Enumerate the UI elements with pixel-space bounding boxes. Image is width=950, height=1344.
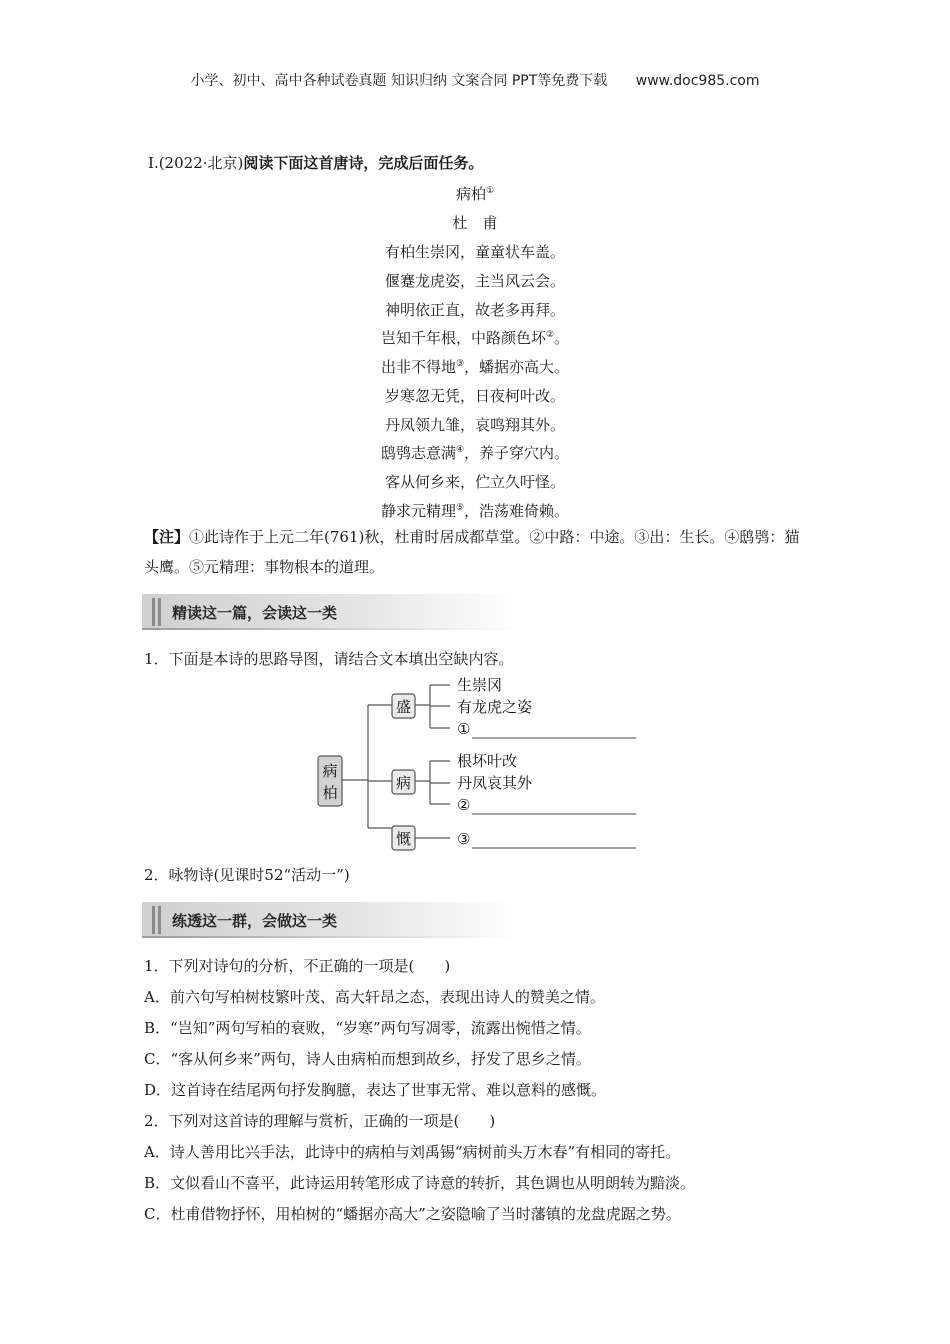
header-text: 小学、初中、高中各种试卷真题 知识归纳 文案合同 PPT等免费下载 bbox=[190, 73, 608, 89]
root-label: 柏 bbox=[322, 784, 338, 802]
task-2: 2．咏物诗(见课时52“活动一”) bbox=[144, 866, 350, 884]
branch-label: 慨 bbox=[395, 830, 412, 848]
poem-line: 岂知千年根，中路颜色坏②。 bbox=[380, 329, 570, 347]
poem-line: 静求元精理⑤，浩荡难倚赖。 bbox=[380, 502, 570, 520]
poem-notes bbox=[144, 522, 814, 582]
leaf: 生崇冈 bbox=[457, 676, 503, 694]
poem-line: 出非不得地③，蟠据亦高大。 bbox=[380, 358, 570, 376]
leaf-blank: ② bbox=[457, 796, 471, 814]
option[interactable]: C．杜甫借物抒怀，用柏树的“蟠据亦高大”之姿隐喻了当时藩镇的龙盘虎踞之势。 bbox=[144, 1205, 681, 1223]
option[interactable]: C．“客从何乡来”两句，诗人由病柏而想到故乡，抒发了思乡之情。 bbox=[144, 1050, 591, 1068]
option[interactable]: A．前六句写柏树枝繁叶茂、高大轩昂之态，表现出诗人的赞美之情。 bbox=[144, 988, 605, 1006]
poem-line: 丹凤领九雏，哀鸣翔其外。 bbox=[384, 416, 565, 434]
poem-line: 有柏生崇冈，童童状车盖。 bbox=[384, 243, 565, 261]
question-instruction: 阅读下面这首唐诗，完成后面任务。 bbox=[243, 154, 484, 172]
leaf: 根坏叶改 bbox=[457, 752, 518, 770]
footnote-mark: ③ bbox=[455, 359, 465, 369]
poem-line: 偃蹇龙虎姿，主当风云会。 bbox=[384, 272, 565, 290]
footnote-mark: ④ bbox=[455, 445, 465, 455]
option[interactable]: D．这首诗在结尾两句抒发胸臆，表达了世事无常、难以意料的感慨。 bbox=[144, 1081, 607, 1099]
question-intro bbox=[148, 152, 483, 173]
leaf-blank: ① bbox=[457, 720, 471, 738]
page-header bbox=[0, 70, 950, 90]
task-1: 1．下面是本诗的思路导图，请结合文本填出空缺内容。 bbox=[144, 650, 514, 668]
leaf: 丹凤哀其外 bbox=[457, 774, 533, 792]
leaf-blank: ③ bbox=[457, 830, 471, 848]
root-label: 病 bbox=[322, 762, 338, 780]
branch-label: 病 bbox=[395, 774, 412, 792]
mind-map bbox=[300, 672, 650, 854]
option[interactable]: B．文似看山不喜平，此诗运用转笔形成了诗意的转折，其色调也从明朗转为黯淡。 bbox=[144, 1174, 696, 1192]
poem-author: 杜 甫 bbox=[452, 214, 498, 232]
question-source: .(2022·北京) bbox=[153, 154, 244, 172]
option[interactable]: B．“岂知”两句写柏的衰败，“岁寒”两句写凋零，流露出惋惜之情。 bbox=[144, 1019, 591, 1037]
section-title: 精读这一篇，会读这一类 bbox=[172, 604, 338, 622]
poem-title: 病柏① bbox=[455, 185, 495, 203]
poem-line: 岁寒忽无凭，日夜柯叶改。 bbox=[384, 387, 565, 405]
note-tag: 【注】 bbox=[144, 528, 190, 546]
question-number: Ⅰ bbox=[148, 154, 154, 172]
poem-line: 鸱鸮志意满④，养子穿穴内。 bbox=[380, 444, 570, 462]
section-title: 练透这一群，会做这一类 bbox=[172, 912, 338, 930]
footnote-mark: ② bbox=[545, 330, 555, 340]
leaf: 有龙虎之姿 bbox=[457, 698, 533, 716]
question-stem: 1．下列对诗句的分析，不正确的一项是( ) bbox=[144, 957, 451, 975]
section-banner-2 bbox=[142, 902, 520, 938]
footnote-mark: ① bbox=[485, 186, 495, 196]
footnote-mark: ⑤ bbox=[455, 503, 465, 513]
note-text: ①此诗作于上元二年(761)秋，杜甫时居成都草堂。②中路：中途。③出：生长。④鸱鸮：猫头鹰。⑤元精理：事物根本的道理。 bbox=[144, 528, 800, 576]
section-banner-1 bbox=[142, 594, 520, 630]
poem-line: 客从何乡来，伫立久吁怪。 bbox=[384, 473, 565, 491]
header-url[interactable]: www.doc985.com bbox=[635, 73, 760, 89]
poem-line: 神明依正直，故老多再拜。 bbox=[384, 301, 565, 319]
question-stem: 2．下列对这首诗的理解与赏析，正确的一项是( ) bbox=[144, 1112, 496, 1130]
option[interactable]: A．诗人善用比兴手法，此诗中的病柏与刘禹锡“病树前头万木春”有相同的寄托。 bbox=[144, 1143, 681, 1161]
branch-label: 盛 bbox=[395, 698, 412, 716]
